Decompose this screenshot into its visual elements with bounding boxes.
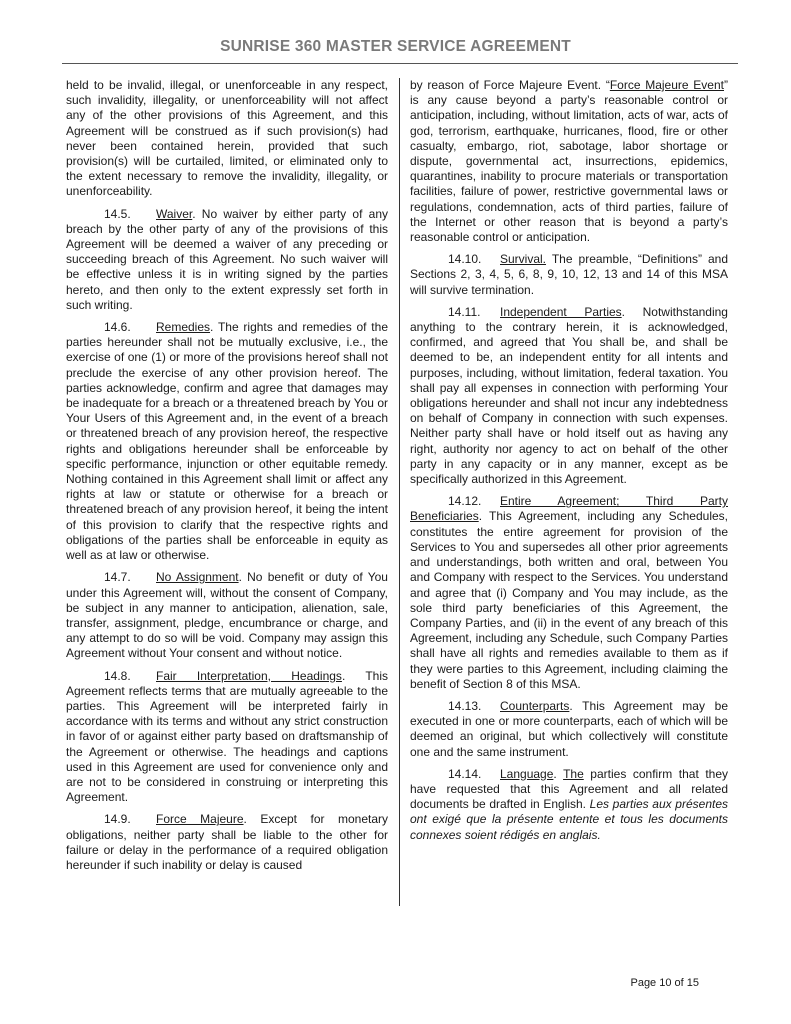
clause-number: 14.14. xyxy=(448,766,482,781)
clause-14-8 xyxy=(66,669,388,806)
continuation-text: ” is any cause beyond a party’s reasonable control or anticipation, including, without limitation, acts of war, acts of god, terrorism, earthquake, hurricanes, flood, fire or other casualty, embargo, riot, sabotage, labor shortage or dispute, governmental act, insurrections, epidemics, quarantines, inability to procure materials or transportation facilities, failure of power, restrictive governmental laws or regulations, condemnation, acts of third parties, failure of the Internet or other reason that is beyond a party’s reasonable control or anticipation. xyxy=(410,78,728,245)
clause-text: . This Agreement reflects terms that are mutually agreeable to the parties. This Agreement will be interpreted fairly in accordance with its terms and without any strict construction in favor of or against either party based on draftsmanship of the Agreement or otherwise. The headings and captions used in this Agreement are used for convenience only and are not to be considered in construing or interpreting this Agreement. xyxy=(66,668,388,805)
clause-14-10 xyxy=(410,252,728,298)
clause-text: parties confirm that they have requested that this Agreement and all related documents be drafted in English. xyxy=(410,766,729,812)
clause-heading: Independent Parties xyxy=(500,304,622,319)
clause-14-9 xyxy=(66,812,388,873)
clause-14-5 xyxy=(66,207,388,313)
clause-heading: Entire Agreement; Third Party Beneficiaries xyxy=(410,494,728,524)
underlined-word: The xyxy=(563,766,584,781)
clause-heading: Force Majeure xyxy=(156,812,244,827)
clause-text: . No waiver by either party of any breach by the other party of any of the provisions of this Agreement will be deemed a waiver of any preceding or succeeding breach of this Agreement. No such waiver will be effective unless it is in writing signed by the parties hereto, and then only to the extent expressly set forth in such writing. xyxy=(66,206,388,312)
clause-text: . Except for monetary obligations, neither party shall be liable to the other for failure or delay in the performance of a required obligation hereunder if such inability or delay is caused xyxy=(66,812,388,872)
clause-text: . This Agreement, including any Schedules, constitutes the entire agreement for provision of the Services to You and supersedes all other prior agreements and understandings, both written and oral, between You and Company with respect to the Services. You understand and agree that (i) Company and You may include, as the sole third party beneficiaries of this Agreement, the Company Parties, and (ii) in the event of any breach of this Agreement, including any Schedule, such Company Parties shall have all rights and remedies available to them as if they were parties to this Agreement, including claiming the benefit of Section 8 of this MSA. xyxy=(410,509,728,691)
clause-text: . Notwithstanding anything to the contrary herein, it is acknowledged, confirmed, and agreed that You shall be, and shall be deemed to be, an independent entity for all intents and purposes, including, without limitation, federal taxation. You shall pay all expenses in connection with performing Your obligations hereunder and shall not incur any indebtedness on behalf of Company in connection with such expenses. Neither party shall have or hold itself out as having any right, authority nor agency to act on behalf of the other party in any capacity or in any manner, except as be specifically authorized in this Agreement. xyxy=(410,304,728,487)
clause-14-11 xyxy=(410,305,728,487)
document-header-title: SUNRISE 360 MASTER SERVICE AGREEMENT xyxy=(220,38,571,55)
clause-heading: Counterparts xyxy=(500,698,570,713)
header-rule xyxy=(62,63,738,64)
clause-number: 14.7. xyxy=(104,570,131,585)
clause-text: . The rights and remedies of the parties hereunder shall not be mutually exclusive, i.e., the exercise of one (1) or more of the provisions hereof shall not preclude the exercise of any other provision hereof. The parties acknowledge, confirm and agree that damages may be inadequate for a breach or a threatened breach by You or Your Users of this Agreement and, in the event of a breach or threatened breach of any provision hereof, the respective rights and obligations hereunder shall be enforceable by specific performance, injunction or other equitable remedy. Nothing contained in this Agreement shall limit or affect any rights at law or statute or otherwise for a breach or threatened breach of any provision hereof, it being the intent of this provision to clarify that the respective rights and obligations of the parties shall be enforceable in equity as well as at law or otherwise. xyxy=(66,320,388,563)
clause-text: . This Agreement may be executed in one or more counterparts, each of which will be deemed an original, but which collectively will constitute one and the same instrument. xyxy=(410,698,728,759)
clause-14-6 xyxy=(66,320,388,563)
clause-heading: Survival. xyxy=(500,252,547,267)
clause-number: 14.5. xyxy=(104,206,131,221)
left-column xyxy=(66,78,388,880)
clause-heading: Language xyxy=(500,766,554,781)
right-column xyxy=(410,78,728,850)
clause-number: 14.9. xyxy=(104,812,131,827)
defined-term: Force Majeure Event xyxy=(609,78,724,92)
clause-number: 14.13. xyxy=(448,698,482,713)
clause-heading: Fair Interpretation, Headings xyxy=(156,668,342,683)
clause-heading: Waiver xyxy=(156,206,193,221)
clause-number: 14.11. xyxy=(448,304,481,319)
french-translation: Les parties aux présentes ont exigé que la présente entente et tous les documents connexes soient rédigés en anglais. xyxy=(410,797,728,842)
clause-14-13 xyxy=(410,699,728,760)
clause-number: 14.6. xyxy=(104,320,131,335)
clause-text: . No benefit or duty of You under this Agreement will, without the consent of Company, be subject in any manner to anticipation, alienation, sale, transfer, assignment, pledge, encumbrance or charge, and any attempt to do so will be void. Company may assign this Agreement without Your consent and without notice. xyxy=(66,570,388,661)
column-divider xyxy=(399,78,400,906)
clause-heading: No Assignment xyxy=(156,570,239,585)
clause-number: 14.12. xyxy=(448,494,482,509)
clause-14-12 xyxy=(410,494,728,692)
clause-14-14 xyxy=(410,767,728,843)
continuation-text: by reason of Force Majeure Event. “ xyxy=(410,78,610,92)
clause-14-7 xyxy=(66,570,388,661)
clause-number: 14.8. xyxy=(104,668,131,683)
clause-heading: Remedies xyxy=(156,320,211,335)
clause-text: . xyxy=(553,766,564,781)
clause-14-4-continuation: held to be invalid, illegal, or unenforceable in any respect, such invalidity, illegality, or unenforceability will not affect any of the other provisions of this Agreement, and this Agreement will be construed as if such provision(s) had never been contained herein, provided that such provision(s) will be curtailed, limited, or eliminated only to the extent necessary to remove the invalidity, illegality, or unenforceability. xyxy=(66,78,388,199)
clause-number: 14.10. xyxy=(448,252,482,267)
page-number: Page 10 of 15 xyxy=(630,977,699,989)
clause-14-9-continuation xyxy=(410,78,728,245)
clause-text: The preamble, “Definitions” and Sections 2, 3, 4, 5, 6, 8, 9, 10, 12, 13 and 14 of this MSA will survive termination. xyxy=(410,252,728,297)
